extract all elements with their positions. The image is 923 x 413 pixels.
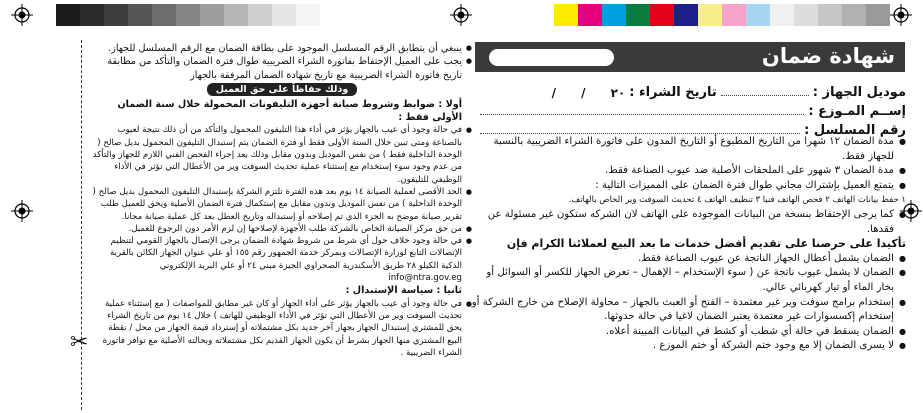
registration-mark-icon [450,4,472,26]
gray-swatch [104,4,128,26]
gray-swatch [200,4,224,26]
term-item: ● يتمتع العميل بإشتراك مجاني طوال فترة الضمان على المميزات التالية : [470,179,906,194]
features-line: ١ حفظ بيانات الهاتف ٢ فحص الهاتف فنيا ٣ تنظيف الهاتف ٤ تحديث السوفت وير الخاص بالهاتف. [568,195,906,206]
color-swatch [866,4,890,26]
section1-title: أولا : ضوابط وشروط صيانة أجهزة التليفونات المحمولة خلال سنة الضمان الأولى فقط : [117,98,462,124]
term-item: ● الضمان يسقط في حالة أي شطب أو كشط في البيانات المبينة أعلاه. [470,325,906,340]
section2-title: ثانيا : سياسة الإستبدال : [345,285,462,297]
registration-mark-icon [11,4,33,26]
warranty-certificate-panel [470,42,906,362]
color-swatch [770,4,794,26]
registration-mark-icon [11,200,33,222]
gray-swatch [152,4,176,26]
color-swatch [698,4,722,26]
color-swatch [818,4,842,26]
serial-input[interactable] [480,133,800,134]
purchase-date-value[interactable]: / / ٢٠ [551,86,626,100]
term-item: ● كما يرجى الإحتفاظ بنسخة من البيانات الموجوده على الهاتف لان الشركه ستكون غير مسئولة عن فقدها. [470,208,906,237]
color-swatch [674,4,698,26]
serial-number-box[interactable] [489,49,614,66]
color-calibration-bar [554,4,890,26]
section2-item: ● في حالة وجود أي عيب بالجهاز يؤثر على أداء الجهاز أو كان غير مطابق للمواصفات ( مع إستثناء عملية تحديث السوفت وير من الأعطال التي تؤثر في الأداء الوظيفي للهاتف ) خلال ١٤ يوم من تاريخ الشراء يحق للمشتري إستبدال الجهاز بجهاز آخر جديد بكل مشتملاته أو إسترداد قيمة الجهاز من محل / نقطة البيع المشتري منها الجهاز بشرط أن يكون الجهاز القديم بكل مشتملاته وبحالته الأصلية مع توافر فاتورة الشراء الضريبية . [92,298,472,359]
term-item: ● مدة الضمان ١٢ شهرا من التاريخ المطبوع أو التاريخ المدون على فاتورة الشراء الضريبية بالنسبة للجهاز فقط. [470,135,906,164]
term-item: ● إستخدام برامج سوفت وير غير معتمدة – الفتح أو العبث بالجهاز – محاولة الإصلاح من خارج الشركة أو إستخدام إكسسوارات غير معتمدة يعتبر الضمان لاغيا في حالة حدوثها. [470,296,906,325]
model-input[interactable] [721,95,809,96]
term-item: ● الضمان لا يشمل عيوب ناتجة عن ( سوء الإستخدام – الإهمال – تعرض الجهاز للكسر أو السوائل أو بخار الماء أو تيار كهربائي عالي. [470,266,906,295]
section1-item: ● في حالة وجود أي عيب بالجهاز يؤثر في أداء هذا التليفون المحمول والتأكد من أن ذلك نتيجة لعيوب بالصناعة ومتى تبين خلال السنة الأولى فقط أو فترة الضمان يتم إستبدال التليفون المحمول بديل صالح ( الوحدة الداخلية فقط ) من نفس الموديل وبدون مقابل وذلك بعد إجراء الفحص الفني اللازم للجهاز والتأكد من عدم وجود سوء إستخدام مع إستثناء عملية تحديث السوفت وير من الأعطال التي تؤثر في الأداء الوظيفي للتليفون. [92,124,472,185]
grayscale-calibration-bar [56,4,344,26]
registration-mark-icon [890,4,912,26]
purchase-date-label: تاريخ الشراء : [629,85,717,100]
gray-swatch [80,4,104,26]
color-swatch [722,4,746,26]
intro-item: ● ينبغي أن يتطابق الرقم المسلسل الموجود على بطاقة الضمان مع الرقم المسلسل للجهاز. [92,42,472,55]
distributor-input[interactable] [480,114,804,115]
gray-swatch [224,4,248,26]
color-swatch [602,4,626,26]
color-swatch [842,4,866,26]
color-swatch [626,4,650,26]
color-swatch [650,4,674,26]
color-swatch [578,4,602,26]
color-swatch [794,4,818,26]
model-field-row [476,80,906,100]
gray-swatch [272,4,296,26]
gray-swatch [296,4,320,26]
distributor-label: إســم المـوزع : [808,104,906,119]
term-item: ● مدة الضمان ٣ شهور على الملحقات الأصلية ضد عيوب الصناعة فقط. [470,164,906,179]
serial-label: رقم المسلسل : [804,123,906,138]
color-swatch [554,4,578,26]
warranty-terms [470,135,906,354]
gray-swatch [248,4,272,26]
color-swatch [746,4,770,26]
section1-item: ● الحد الأقصى لعملية الصيانة ١٤ يوم بعد هذه الفترة تلتزم الشركة بإستبدال التليفون المحمول بديل صالح ( الوحدة الداخلية ) من نفس الموديل وبدون مقابل مع إستكمال فترة الضمان الأصلية ويحق للعميل طلب تقرير صيانة موضح به الجزء الذي تم إصلاحه أو إستبداله وتاريخ العطل بعد كل عملية صيانة مجانا. [92,186,472,223]
model-label: موديل الجهاز : [812,85,906,100]
section1-item: ● من حق مركز الصيانة الخاص بالشركة طلب الأجهزة لإصلاحها إن لزم الأمر دون الرجوع للعميل. [92,223,472,235]
term-item: ● لا يسرى الضمان إلا مع وجود ختم الشركة أو ختم الموزع . [470,339,906,354]
emphasis-heading: تأكيدا على حرصنا على تقديم أفضل خدمات ما بعد البيع لعملائنا الكرام فإن [506,237,906,251]
gray-swatch [128,4,152,26]
conditions-panel [92,42,472,358]
customer-rights-tag: وذلك حفاظاً على حق العميل [207,83,357,96]
intro-item: ● يجب على العميل الإحتفاظ بفاتورة الشراء الضريبية طوال فترة الضمان والتأكد من مطابقة تاريخ فاتورة الشراء الضريبية مع تاريخ شهادة الضمان المرفقة بالجهاز [92,55,472,82]
scissors-icon: ✂ [70,330,89,355]
gray-swatch [56,4,80,26]
gray-swatch [320,4,344,26]
distributor-field-row [476,99,906,119]
term-item: ● الضمان يشمل أعطال الجهاز الناتجة عن عيوب الصناعة فقط. [470,252,906,267]
section1-item: ● في حالة وجود خلاف حول أي شرط من شروط شهادة الضمان يرجى الإتصال بالجهاز القومي لتنظيم الإتصالات التابع لوزارة الإتصالات وبمركز خدمة الجمهور رقم ١٥٥ أو علي عنوان الجهاز الكائن بالقرية الذكية الكيلو ٢٨ طريق الأسكندرية الصحراوي الجيزة مبني ٢٤ أو علي البريد الإلكتروني info@ntra.gov.eg [92,235,472,284]
title-bar [475,42,905,72]
gray-swatch [176,4,200,26]
certificate-title: شهادة ضمان [761,44,895,68]
